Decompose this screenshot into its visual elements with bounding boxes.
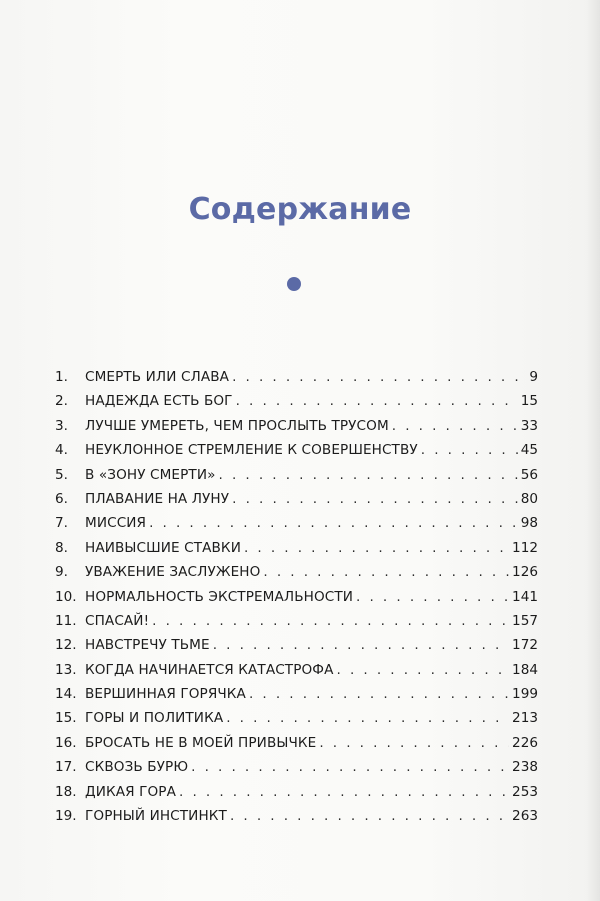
toc-entry-number: 11. [55, 612, 77, 629]
dot-leader [392, 418, 518, 434]
dot-leader [236, 393, 518, 409]
toc-entry-title: НАИВЫСШИЕ СТАВКИ [85, 539, 241, 556]
toc-entry-title: ГОРНЫЙ ИНСТИНКТ [85, 808, 227, 825]
toc-entry-number: 17. [55, 759, 77, 776]
toc-entry [55, 418, 538, 442]
toc-entry [55, 564, 538, 588]
toc-entry [55, 662, 538, 686]
toc-entry-title: В «ЗОНУ СМЕРТИ» [85, 466, 216, 483]
page-title: Содержание [188, 192, 412, 227]
toc-entry-number: 15. [55, 710, 77, 727]
toc-entry [55, 808, 538, 832]
toc-entry-page: 157 [512, 612, 538, 629]
toc-entry [55, 710, 538, 734]
table-of-contents [55, 369, 538, 832]
toc-entry-title: СМЕРТЬ ИЛИ СЛАВА [85, 369, 230, 385]
toc-entry-page: 15 [520, 393, 538, 410]
toc-entry-number: 2. [55, 393, 68, 410]
toc-entry-number: 8. [55, 539, 68, 556]
dot-leader [226, 710, 509, 726]
dot-leader [179, 784, 509, 800]
toc-entry-number: 7. [55, 515, 68, 532]
toc-entry-page: 45 [520, 442, 538, 459]
toc-entry-number: 18. [55, 783, 77, 800]
toc-entry-page: 98 [520, 515, 538, 532]
toc-entry-page: 33 [520, 417, 538, 434]
toc-entry [55, 784, 538, 808]
toc-entry-number: 16. [55, 734, 77, 751]
dot-leader [152, 613, 509, 629]
toc-entry [55, 735, 538, 759]
toc-entry-page: 199 [512, 686, 538, 703]
dot-leader [421, 442, 518, 458]
toc-entry [55, 637, 538, 661]
toc-entry [55, 491, 538, 515]
toc-entry [55, 393, 538, 417]
dot-leader [149, 515, 518, 531]
toc-entry-number: 6. [55, 490, 68, 507]
toc-entry-title: СКВОЗЬ БУРЮ [85, 759, 189, 776]
toc-entry-number: 1. [55, 369, 68, 385]
toc-entry-title: ЛУЧШЕ УМЕРЕТЬ, ЧЕМ ПРОСЛЫТЬ ТРУСОМ [85, 417, 389, 434]
dot-leader [213, 637, 509, 653]
dot-leader [232, 491, 518, 507]
toc-entry-title: НЕУКЛОННОЕ СТРЕМЛЕНИЕ К СОВЕРШЕНСТВУ [85, 442, 418, 459]
toc-entry-title: ВЕРШИННАЯ ГОРЯЧКА [85, 686, 246, 703]
dot-leader [244, 540, 509, 556]
toc-entry-page: 226 [512, 734, 538, 751]
dot-leader [219, 467, 518, 483]
toc-entry-number: 3. [55, 417, 68, 434]
toc-entry-page: 253 [512, 783, 538, 800]
toc-entry-page: 126 [512, 564, 538, 581]
toc-entry-page: 184 [512, 661, 538, 678]
toc-entry-number: 10. [55, 588, 77, 605]
toc-entry [55, 613, 538, 637]
toc-entry-title: НАДЕЖДА ЕСТЬ БОГ [85, 393, 233, 410]
toc-entry-page: 141 [512, 588, 538, 605]
toc-entry [55, 540, 538, 564]
toc-entry [55, 589, 538, 613]
toc-entry-page: 172 [512, 637, 538, 654]
toc-entry-page: 9 [529, 369, 538, 385]
toc-entry-number: 19. [55, 808, 77, 825]
toc-entry-page: 213 [512, 710, 538, 727]
decorative-dot [287, 277, 301, 291]
toc-entry-title: ГОРЫ И ПОЛИТИКА [85, 710, 224, 727]
toc-entry-title: СПАСАЙ! [85, 612, 150, 629]
toc-entry-title: КОГДА НАЧИНАЕТСЯ КАТАСТРОФА [85, 661, 334, 678]
toc-entry-number: 9. [55, 564, 68, 581]
toc-entry [55, 759, 538, 783]
toc-entry-page: 80 [520, 490, 538, 507]
toc-entry-title: ДИКАЯ ГОРА [85, 783, 176, 800]
dot-leader [249, 686, 509, 702]
toc-entry [55, 515, 538, 539]
toc-entry-page: 112 [512, 539, 538, 556]
toc-entry-title: НОРМАЛЬНОСТЬ ЭКСТРЕМАЛЬНОСТИ [85, 588, 354, 605]
toc-entry-number: 14. [55, 686, 77, 703]
dot-leader [232, 369, 526, 385]
toc-entry [55, 442, 538, 466]
dot-leader [263, 564, 509, 580]
page-edge-shadow [586, 0, 600, 901]
toc-entry-title: ПЛАВАНИЕ НА ЛУНУ [85, 490, 230, 507]
dot-leader [356, 589, 509, 605]
toc-entry-page: 56 [520, 466, 538, 483]
dot-leader [191, 759, 509, 775]
toc-entry-title: БРОСАТЬ НЕ В МОЕЙ ПРИВЫЧКЕ [85, 734, 317, 751]
dot-leader [337, 662, 510, 678]
dot-leader [319, 735, 509, 751]
toc-entry-title: УВАЖЕНИЕ ЗАСЛУЖЕНО [85, 564, 261, 581]
toc-entry-number: 5. [55, 466, 68, 483]
toc-entry-page: 238 [512, 759, 538, 776]
toc-entry [55, 686, 538, 710]
toc-entry [55, 467, 538, 491]
toc-entry-number: 4. [55, 442, 68, 459]
dot-leader [230, 808, 509, 824]
toc-entry-number: 12. [55, 637, 77, 654]
toc-entry-page: 263 [512, 808, 538, 825]
toc-entry-title: МИССИЯ [85, 515, 147, 532]
toc-entry-title: НАВСТРЕЧУ ТЬМЕ [85, 637, 210, 654]
toc-entry [55, 369, 538, 393]
toc-entry-number: 13. [55, 661, 77, 678]
